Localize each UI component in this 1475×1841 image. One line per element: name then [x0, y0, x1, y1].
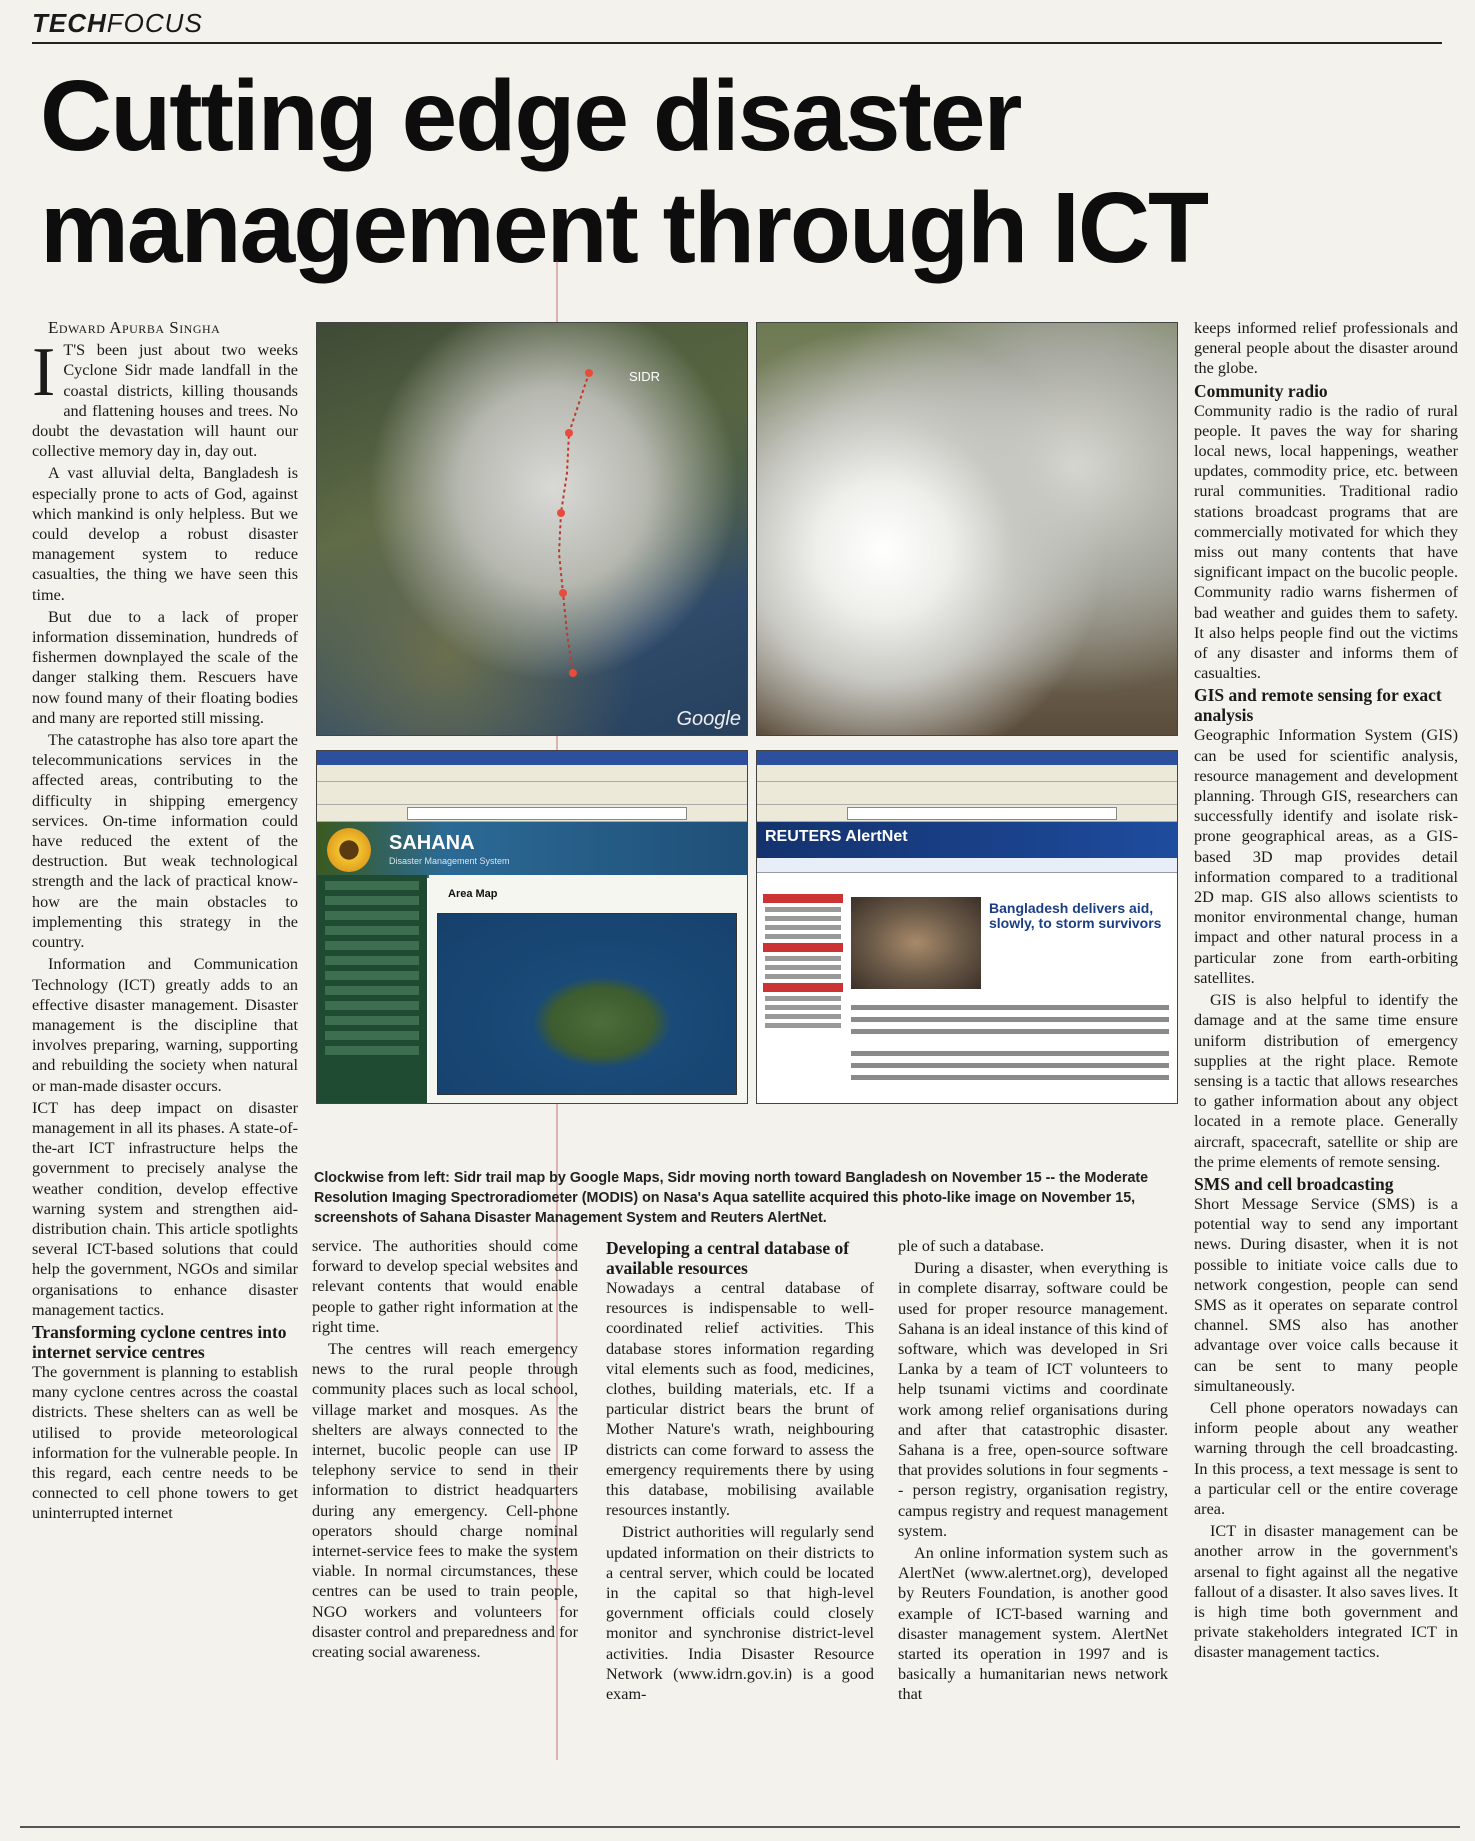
paragraph: During a disaster, when everything is in complete disarray, software could be used for proper resource management. Sahana is an ideal instance of this kind of software, which was developed in Sri Lanka by a team of ICT volunteers to help tsunami victims and coordinate work among relief organisations during and after that catastrophic disaster. Sahana is a free, open-source software that provides solutions in four segments -- person registry, organisation registry, campus registry and request management system.: [898, 1259, 1168, 1540]
paragraph: service. The authorities should come forward to develop special websites and relevant contents that would enable people to gather right information at the right time.: [312, 1237, 578, 1336]
window-titlebar: [317, 751, 747, 765]
alertnet-screenshot: [756, 750, 1178, 1104]
window-toolbar: [317, 782, 747, 805]
paragraph: ICT in disaster management can be another arrow in the government's arsenal to fight against all the negative fallout of a disaster. It also saves lives. It is high time both government and private stakeholders integrated ICT in disaster management tactics.: [1194, 1522, 1458, 1662]
section-tag-light: FOCUS: [106, 8, 203, 38]
paragraph: The government is planning to establish many cyclone centres across the coastal districts. These shelters can as well be utilised to provide meteorological information for the vulnerable people. In this regard, each centre needs to be connected to cell phone towers to get uninterrupted internet: [32, 1362, 298, 1523]
photo-collage: [316, 322, 1176, 1160]
sunflower-logo-icon: [327, 828, 371, 872]
section-tag-bold: TECH: [32, 8, 107, 38]
sahana-banner: [317, 822, 747, 878]
bottom-rule: [20, 1826, 1460, 1828]
subheading: SMS and cell broadcasting: [1194, 1173, 1394, 1194]
window-menubar: [757, 765, 1177, 782]
subheading: Developing a central database of available resources: [606, 1238, 850, 1278]
paragraph: District authorities will regularly send updated information on their districts to a central server, which could be located in the capital so that high-level government officials could closely monitor and synchronise district-level activities. India Disaster Resource Network (www.idrn.gov.in) is a good exam-: [606, 1523, 874, 1704]
sri-lanka-map: [437, 888, 737, 1095]
paragraph: Nowadays a central database of resources is indispensable to well-coordinated relief activities. This database stores information regarding vital elements such as food, medicines, clothes, building materials, etc. If a particular district bears the brunt of Mother Nature's wrath, neighbouring districts can come forward to assess the emergency requirements there by using this database, mobilising available resources instantly.: [606, 1279, 874, 1520]
paragraph: ICT has deep impact on disaster management in all its phases. A state-of-the-art ICT infrastructure helps the government to precisely analyse the weather condition, develop effective warning system and strengthen aid-distribution chain. This article spotlights several ICT-based solutions that could help the government, NGOs and similar organisations to enhance disaster management tactics.: [32, 1098, 298, 1319]
reuters-headline: Bangladesh delivers aid, slowly, to storm survivors: [989, 900, 1162, 931]
modis-satellite-image: [756, 322, 1178, 736]
reuters-banner: [757, 822, 1177, 858]
paragraph: Community radio is the radio of rural people. It paves the way for sharing local news, local happenings, weather updates, commodity price, etc. between rural communities. Traditional radio stations broadcast programs that are commercially motivated for which they miss out many contents that have significant impact on the bucolic people. Community radio warns fishermen of bad weather and guides them to safety. It also helps people find out the victims of any disaster and informs them of casualties.: [1194, 401, 1458, 683]
paragraph: GIS is also helpful to identify the damage and at the same time ensure uniform distribution of emergency supplies at the right place. Remote sensing is a tactic that allows researches to gather information about any object located in a remote place. Generally aircraft, spacecraft, satellite or ship are the prime elements of remote sensing.: [1194, 991, 1458, 1171]
paragraph: A vast alluvial delta, Bangladesh is especially prone to acts of God, against which mankind is only helpless. But we could develop a robust disaster management system to reduce casualties, the thing we have seen this time.: [32, 464, 298, 604]
google-watermark: Google: [676, 708, 741, 730]
sahana-title: SAHANA: [389, 832, 475, 854]
byline: Edward Apurba Singha: [48, 318, 221, 337]
address-field: [847, 807, 1117, 820]
window-toolbar: [757, 782, 1177, 805]
paragraph: Short Message Service (SMS) is a potential way to send any important news. During disaster, when it is not possible to initiate voice calls due to network congestion, people can send SMS as it operates on separate control channel. SMS also has another advantage over voice calls because it can be sent to many people simultaneously.: [1194, 1194, 1458, 1395]
subheading: GIS and remote sensing for exact analysis: [1194, 685, 1442, 726]
window-addressbar: [757, 805, 1177, 822]
subheading: Community radio: [1194, 380, 1328, 401]
paragraph: ple of such a database.: [898, 1237, 1045, 1255]
column-5: [1194, 318, 1458, 1665]
headline: Cutting edge disaster management through ICT: [40, 60, 1208, 284]
window-menubar: [317, 765, 747, 782]
reuters-brand: REUTERS AlertNet: [765, 828, 908, 845]
column-1: [32, 318, 298, 1526]
paragraph: An online information system such as AlertNet (www.alertnet.org), developed by Reuters Foundation, is another good example of ICT-based warning and disaster management system. AlertNet started its operation in 1997 and is basically a humanitarian news network that: [898, 1544, 1168, 1704]
sahana-screenshot: [316, 750, 748, 1104]
area-map-label: Area Map: [448, 888, 498, 900]
subheading: Transforming cyclone centres into internet service centres: [32, 1321, 287, 1362]
paragraph: But due to a lack of proper information dissemination, hundreds of fishermen downplayed the scale of the danger stalking them. Rescuers have now found many of their floating bodies and many are reported still missing.: [32, 607, 298, 727]
paragraph: keeps informed relief professionals and general people about the disaster around the globe.: [1194, 319, 1458, 378]
paragraph: Information and Communication Technology (ICT) greatly adds to an effective disaster management. Disaster management is the discipline that involves preparing, warning, supporting and rebuilding the society when natural or man-made disaster occurs.: [32, 955, 298, 1095]
address-field: [407, 807, 687, 820]
sidr-trail-map-image: [316, 322, 748, 736]
sahana-subtitle: Disaster Management System: [389, 856, 510, 866]
window-titlebar: [757, 751, 1177, 765]
cyclone-trail-icon: [539, 363, 599, 683]
paragraph: The catastrophe has also tore apart the telecommunications services in the affected areas, contributing to the difficulty in shipping emergency services. On-time information could have reduced the extent of the destruction. But weak technological strength and the lack of practical know-how are the main obstacles to implementing this strategy in the country.: [32, 731, 298, 952]
column-4: [898, 1236, 1168, 1707]
paragraph: Geographic Information System (GIS) can be used for scientific analysis, resource management and development planning. Through GIS, researchers can successfully identify and isolate risk-prone geographical areas, as a GIS-based 3D map provides detail information compared to a traditional 2D map. GIS also allows scientists to monitor environmental change, human impact and other natural process in a particular zone from earth-orbiting satellites.: [1194, 726, 1458, 987]
sahana-sidebar: [317, 875, 427, 1103]
lead-paragraph: [32, 334, 298, 461]
sahana-main: [429, 875, 747, 1103]
reuters-nav: [757, 858, 1177, 873]
section-rule: [32, 42, 1442, 44]
dropcap: I: [32, 334, 56, 412]
paragraph: Cell phone operators nowadays can inform people about any weather warning through the cell broadcasting. In this process, a text message is sent to a particular cell or the entire coverage area.: [1194, 1398, 1458, 1518]
window-addressbar: [317, 805, 747, 822]
reuters-left-menu: [763, 891, 843, 1097]
photo-caption: Clockwise from left: Sidr trail map by Google Maps, Sidr moving north toward Bangladesh on November 15 -- the Moderate Resolution Imaging Spectroradiometer (MODIS) on Nasa's Aqua satellite acquired this photo-like image on November 15, screenshots of Sahana Disaster Management System and Reuters AlertNet.: [314, 1170, 1149, 1226]
section-tag: [32, 8, 203, 39]
sidr-label: SIDR: [629, 369, 661, 384]
paragraph: The centres will reach emergency news to the rural people through community places such as local school, village market and mosques. As the shelters are always connected to the internet, bucolic people can use IP telephony service to send in their information to district headquarters during any emergency. Cell-phone operators should charge nominal internet-service fees to make the system viable. In normal circumstances, these centres can be used to train people, NGO workers and volunteers for disaster control and preparedness and for creating social awareness.: [312, 1340, 578, 1662]
column-3: [606, 1236, 874, 1706]
lead-text: T'S been just about two weeks Cyclone Sidr made landfall in the coastal districts, killing thousands and flattening houses and trees. No doubt the devastation will haunt our collective memory day in, day out.: [32, 341, 298, 461]
column-2: [312, 1236, 578, 1664]
news-photo: [851, 897, 981, 989]
